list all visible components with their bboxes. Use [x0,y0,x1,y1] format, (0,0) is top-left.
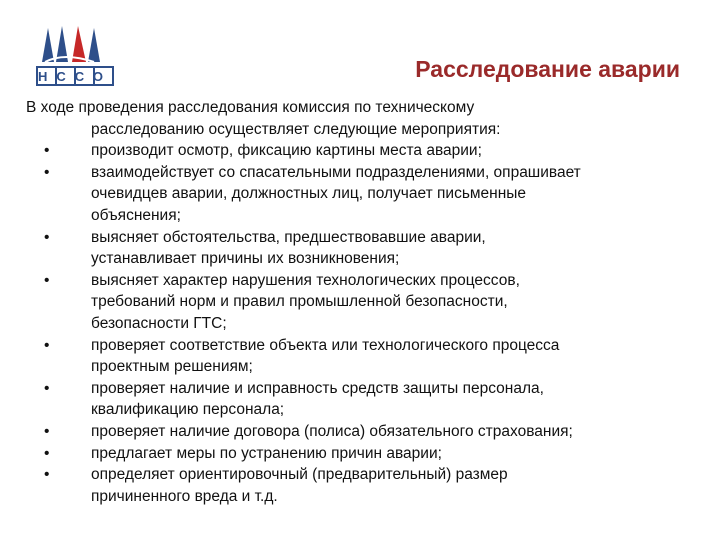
list-item-text: взаимодействует со спасательными подразделениями, опрашивает [91,163,581,181]
list-item-text: предлагает меры по устранению причин аварии; [91,444,442,462]
list-item [26,464,696,507]
list-item [26,378,696,421]
slide-body [26,97,696,507]
bullet-marker: • [44,271,50,289]
list-item-text: проверяет наличие и исправность средств защиты персонала, [91,379,544,397]
list-item-text: проверяет наличие договора (полиса) обязательного страхования; [91,422,573,440]
list-item [26,270,696,335]
list-item-text: выясняет обстоятельства, предшествовавшие аварии, [91,228,486,246]
list-item-text: проектным решениям; [91,358,253,376]
bullet-marker: • [44,163,50,181]
list-item [26,421,696,443]
bullet-marker: • [44,228,50,246]
list-item-text: выясняет характер нарушения технологических процессов, [91,271,520,289]
list-item-text: объяснения; [91,206,181,224]
list-item [26,227,696,270]
list-item [26,335,696,378]
logo-text: НССО [38,69,112,84]
bullet-list [26,140,696,507]
list-item-text: квалификацию персонала; [91,401,285,419]
bullet-marker: • [44,379,50,397]
slide-title: Расследование аварии [415,56,680,82]
bullet-marker: • [44,142,50,160]
bullet-marker: • [44,444,50,462]
list-item [26,162,696,227]
bullet-marker: • [44,466,50,484]
bullet-marker: • [44,422,50,440]
list-item-text: причиненного вреда и т.д. [91,487,278,505]
list-item-text: безопасности ГТС; [91,314,227,332]
bullet-marker: • [44,336,50,354]
list-item-text: устанавливает причины их возникновения; [91,250,400,268]
list-item-text: определяет ориентировочный (предварительный) размер [91,466,508,484]
list-item [26,443,696,465]
intro-line-2: расследованию осуществляет следующие мероприятия: [91,120,501,138]
list-item-text: проверяет соответствие объекта или технологического процесса [91,336,560,354]
list-item [26,140,696,162]
list-item-text: требований норм и правил промышленной безопасности, [91,293,508,311]
nsso-logo [34,22,116,90]
list-item-text: очевидцев аварии, должностных лиц, получает письменные [91,185,527,203]
list-item-text: производит осмотр, фиксацию картины места аварии; [91,142,482,160]
intro-line-1: В ходе проведения расследования комиссия по техническому [26,99,475,116]
logo-graphic [34,22,116,90]
